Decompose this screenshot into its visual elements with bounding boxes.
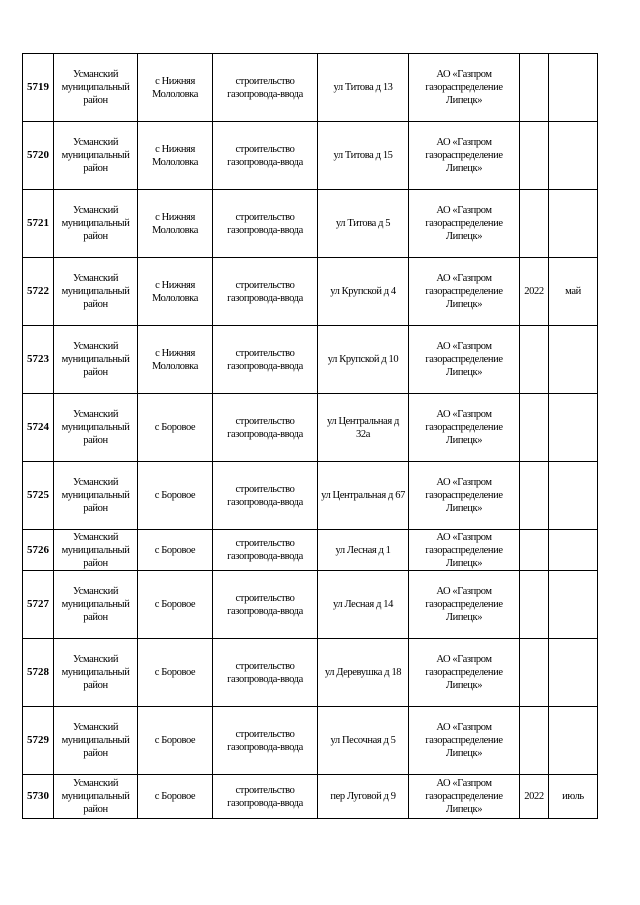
- settlement-cell: с Боровое: [138, 571, 213, 639]
- table-row: [23, 462, 598, 530]
- district-cell: Усманский муниципальный район: [54, 775, 138, 819]
- organization-cell: АО «Газпром газораспределение Липецк»: [409, 122, 520, 190]
- table-row: [23, 258, 598, 326]
- address-cell: ул Титова д 13: [318, 54, 409, 122]
- settlement-cell: с Боровое: [138, 639, 213, 707]
- district-cell: Усманский муниципальный район: [54, 190, 138, 258]
- district-cell: Усманский муниципальный район: [54, 326, 138, 394]
- settlement-cell: с Нижняя Мололовка: [138, 54, 213, 122]
- district-cell: Усманский муниципальный район: [54, 258, 138, 326]
- row-number: 5724: [23, 394, 54, 462]
- year-cell: [520, 639, 549, 707]
- district-cell: Усманский муниципальный район: [54, 394, 138, 462]
- settlement-cell: с Нижняя Мололовка: [138, 122, 213, 190]
- organization-cell: АО «Газпром газораспределение Липецк»: [409, 54, 520, 122]
- month-cell: июль: [549, 775, 598, 819]
- year-cell: [520, 571, 549, 639]
- table-body: [23, 54, 598, 819]
- district-cell: Усманский муниципальный район: [54, 530, 138, 571]
- work-type-cell: строительство газопровода-ввода: [213, 775, 318, 819]
- work-type-cell: строительство газопровода-ввода: [213, 122, 318, 190]
- settlement-cell: с Нижняя Мололовка: [138, 326, 213, 394]
- table-row: [23, 775, 598, 819]
- organization-cell: АО «Газпром газораспределение Липецк»: [409, 775, 520, 819]
- month-cell: [549, 394, 598, 462]
- row-number: 5725: [23, 462, 54, 530]
- month-cell: [549, 122, 598, 190]
- work-type-cell: строительство газопровода-ввода: [213, 54, 318, 122]
- organization-cell: АО «Газпром газораспределение Липецк»: [409, 571, 520, 639]
- year-cell: 2022: [520, 258, 549, 326]
- month-cell: [549, 190, 598, 258]
- settlement-cell: с Боровое: [138, 775, 213, 819]
- district-cell: Усманский муниципальный район: [54, 571, 138, 639]
- organization-cell: АО «Газпром газораспределение Липецк»: [409, 707, 520, 775]
- row-number: 5720: [23, 122, 54, 190]
- settlement-cell: с Боровое: [138, 462, 213, 530]
- district-cell: Усманский муниципальный район: [54, 707, 138, 775]
- address-cell: ул Деревушка д 18: [318, 639, 409, 707]
- table-row: [23, 530, 598, 571]
- work-type-cell: строительство газопровода-ввода: [213, 394, 318, 462]
- district-cell: Усманский муниципальный район: [54, 122, 138, 190]
- district-cell: Усманский муниципальный район: [54, 462, 138, 530]
- row-number: 5730: [23, 775, 54, 819]
- organization-cell: АО «Газпром газораспределение Липецк»: [409, 190, 520, 258]
- year-cell: [520, 707, 549, 775]
- district-cell: Усманский муниципальный район: [54, 639, 138, 707]
- organization-cell: АО «Газпром газораспределение Липецк»: [409, 394, 520, 462]
- row-number: 5727: [23, 571, 54, 639]
- district-cell: Усманский муниципальный район: [54, 54, 138, 122]
- row-number: 5723: [23, 326, 54, 394]
- work-type-cell: строительство газопровода-ввода: [213, 462, 318, 530]
- settlement-cell: с Боровое: [138, 394, 213, 462]
- table-row: [23, 54, 598, 122]
- year-cell: [520, 394, 549, 462]
- address-cell: ул Центральная д 32а: [318, 394, 409, 462]
- work-type-cell: строительство газопровода-ввода: [213, 707, 318, 775]
- table-row: [23, 707, 598, 775]
- address-cell: ул Лесная д 1: [318, 530, 409, 571]
- organization-cell: АО «Газпром газораспределение Липецк»: [409, 462, 520, 530]
- address-cell: ул Титова д 15: [318, 122, 409, 190]
- address-cell: ул Лесная д 14: [318, 571, 409, 639]
- year-cell: [520, 190, 549, 258]
- table-row: [23, 122, 598, 190]
- address-cell: ул Песочная д 5: [318, 707, 409, 775]
- year-cell: [520, 54, 549, 122]
- year-cell: [520, 530, 549, 571]
- address-cell: ул Крупской д 10: [318, 326, 409, 394]
- organization-cell: АО «Газпром газораспределение Липецк»: [409, 530, 520, 571]
- settlement-cell: с Нижняя Мололовка: [138, 190, 213, 258]
- settlement-cell: с Боровое: [138, 530, 213, 571]
- organization-cell: АО «Газпром газораспределение Липецк»: [409, 639, 520, 707]
- month-cell: май: [549, 258, 598, 326]
- month-cell: [549, 54, 598, 122]
- month-cell: [549, 530, 598, 571]
- work-type-cell: строительство газопровода-ввода: [213, 258, 318, 326]
- row-number: 5722: [23, 258, 54, 326]
- month-cell: [549, 462, 598, 530]
- row-number: 5729: [23, 707, 54, 775]
- address-cell: пер Луговой д 9: [318, 775, 409, 819]
- work-type-cell: строительство газопровода-ввода: [213, 326, 318, 394]
- row-number: 5719: [23, 54, 54, 122]
- row-number: 5726: [23, 530, 54, 571]
- table-row: [23, 571, 598, 639]
- address-cell: ул Титова д 5: [318, 190, 409, 258]
- gasification-register-table: [22, 53, 598, 819]
- address-cell: ул Крупской д 4: [318, 258, 409, 326]
- year-cell: [520, 122, 549, 190]
- work-type-cell: строительство газопровода-ввода: [213, 571, 318, 639]
- year-cell: 2022: [520, 775, 549, 819]
- month-cell: [549, 571, 598, 639]
- table-row: [23, 326, 598, 394]
- month-cell: [549, 707, 598, 775]
- work-type-cell: строительство газопровода-ввода: [213, 639, 318, 707]
- organization-cell: АО «Газпром газораспределение Липецк»: [409, 326, 520, 394]
- year-cell: [520, 462, 549, 530]
- organization-cell: АО «Газпром газораспределение Липецк»: [409, 258, 520, 326]
- row-number: 5721: [23, 190, 54, 258]
- settlement-cell: с Боровое: [138, 707, 213, 775]
- settlement-cell: с Нижняя Мололовка: [138, 258, 213, 326]
- row-number: 5728: [23, 639, 54, 707]
- table-row: [23, 639, 598, 707]
- month-cell: [549, 326, 598, 394]
- year-cell: [520, 326, 549, 394]
- work-type-cell: строительство газопровода-ввода: [213, 530, 318, 571]
- work-type-cell: строительство газопровода-ввода: [213, 190, 318, 258]
- table-row: [23, 190, 598, 258]
- address-cell: ул Центральная д 67: [318, 462, 409, 530]
- month-cell: [549, 639, 598, 707]
- table-row: [23, 394, 598, 462]
